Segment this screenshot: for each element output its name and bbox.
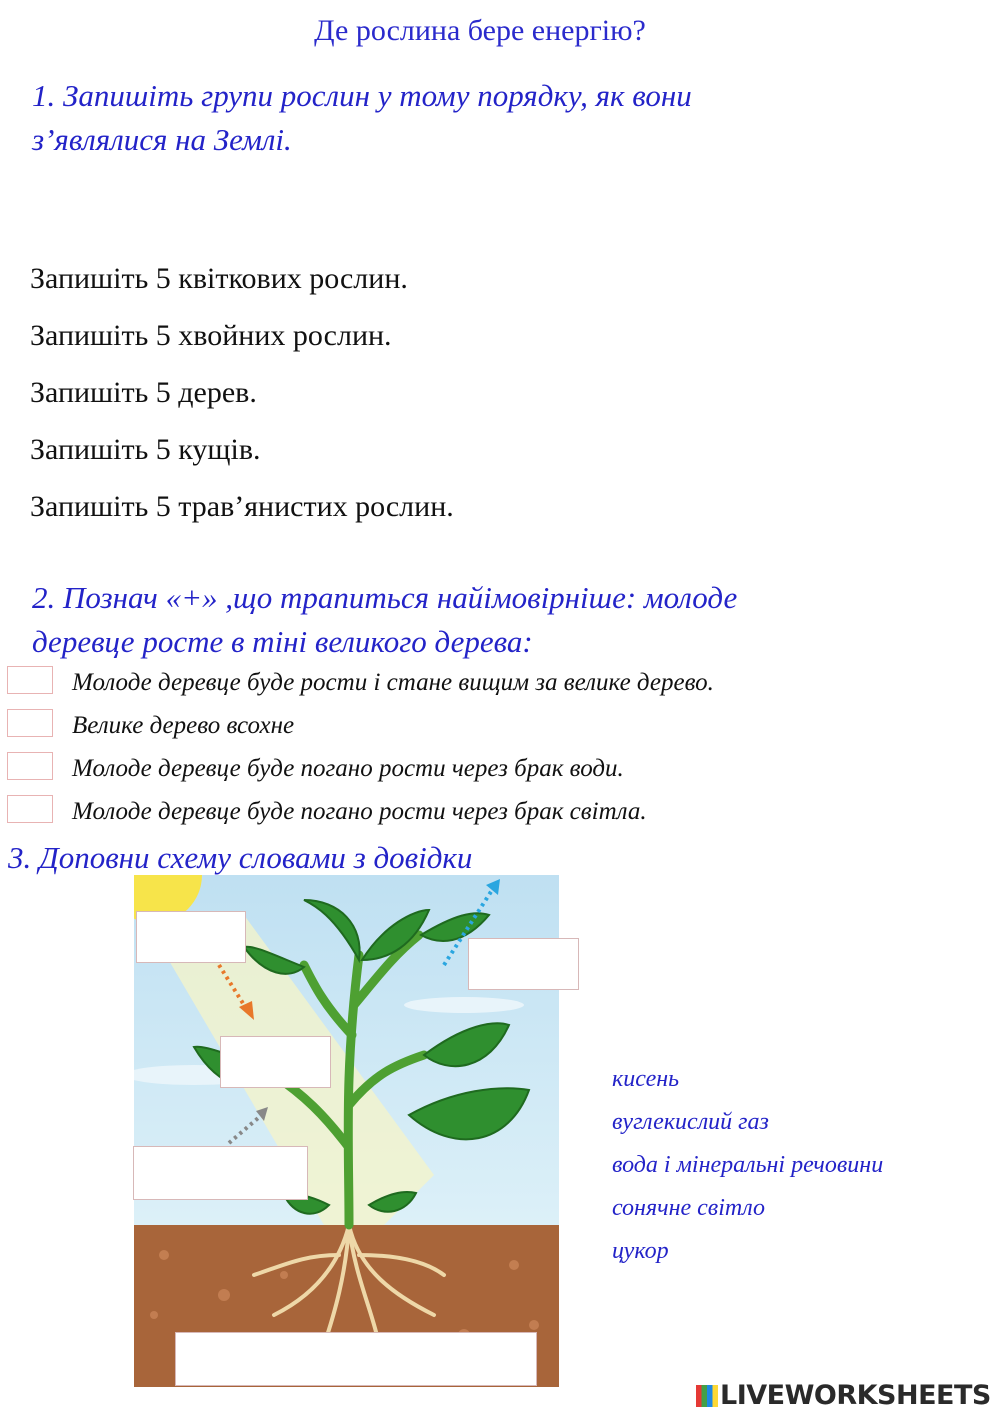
question-1-line-1: 1. Запишіть групи рослин у тому порядку, як вони [32, 78, 692, 113]
task-flowering-plants: Запишіть 5 квіткових рослин. [30, 262, 408, 295]
option-1-label: Молоде деревце буде рости і стане вищим за велике дерево. [72, 669, 714, 696]
answer-box-water-minerals[interactable] [175, 1332, 537, 1386]
question-3-title: 3. Доповни схему словами з довідки [8, 840, 473, 875]
option-3-label: Молоде деревце буде погано рости через брак води. [72, 755, 624, 782]
task-herbaceous-plants: Запишіть 5 трав’янистих рослин. [30, 490, 454, 523]
logo-text: LIVEWORKSHEETS [720, 1380, 991, 1411]
answer-box-sugar[interactable] [220, 1036, 331, 1088]
task-shrubs: Запишіть 5 кущів. [30, 433, 261, 466]
option-1-checkbox[interactable] [7, 666, 53, 694]
option-4-checkbox[interactable] [7, 795, 53, 823]
answer-box-carbon-dioxide[interactable] [133, 1146, 308, 1200]
answer-box-sunlight[interactable] [136, 911, 246, 963]
word-bank-item: кисень [612, 1066, 680, 1092]
answer-box-oxygen[interactable] [468, 938, 579, 990]
task-coniferous-plants: Запишіть 5 хвойних рослин. [30, 319, 392, 352]
word-bank-item: цукор [612, 1238, 669, 1264]
option-2-checkbox[interactable] [7, 709, 53, 737]
option-4-label: Молоде деревце буде погано рости через брак світла. [72, 798, 647, 825]
liveworksheets-logo [696, 1380, 991, 1411]
page-title: Де рослина бере енергію? [314, 14, 646, 47]
question-2-line-1: 2. Познач «+» ,що трапиться найімовірніше: молоде [32, 580, 738, 615]
word-bank-item: вода і мінеральні речовини [612, 1152, 884, 1178]
question-1-line-2: з’являлися на Землі. [32, 122, 292, 157]
task-trees: Запишіть 5 дерев. [30, 376, 257, 409]
logo-icon [696, 1385, 718, 1407]
question-2-line-2: деревце росте в тіні великого дерева: [32, 624, 533, 659]
option-3-checkbox[interactable] [7, 752, 53, 780]
option-2-label: Велике дерево всохне [72, 712, 295, 739]
word-bank-item: вуглекислий газ [612, 1109, 769, 1135]
word-bank-item: сонячне світло [612, 1195, 765, 1221]
